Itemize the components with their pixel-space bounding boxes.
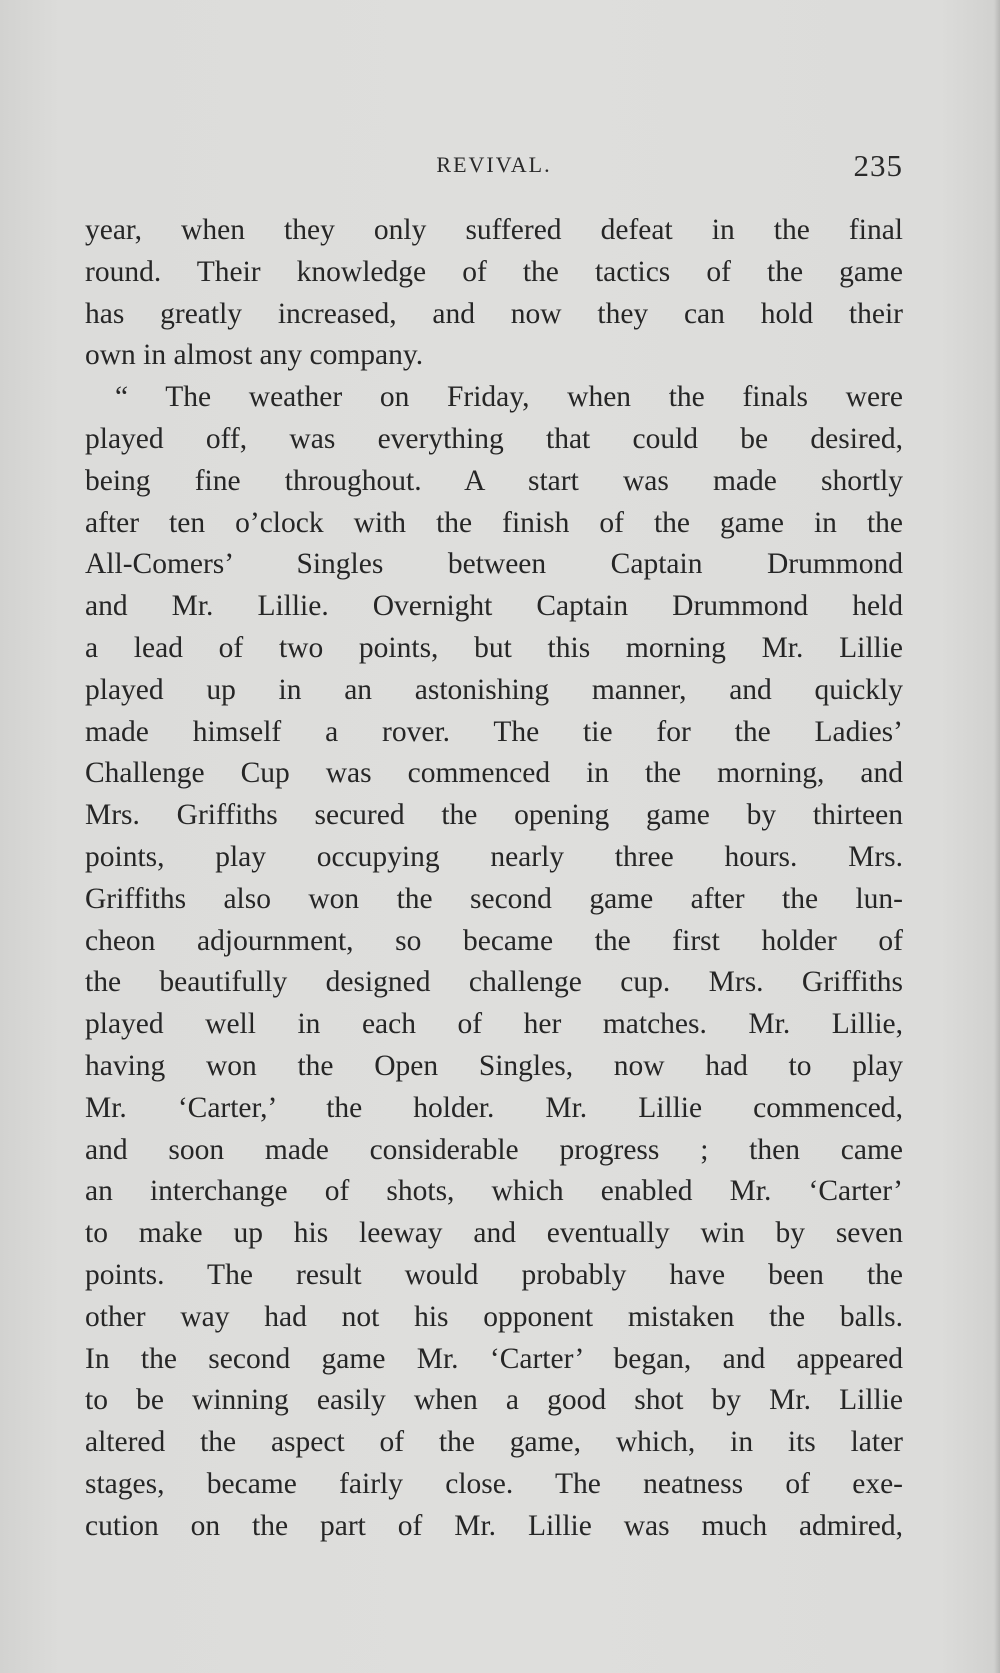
text-line: cheon adjournment, so became the first holder of <box>85 924 903 957</box>
text-line: after ten o’clock with the finish of the game in the <box>85 506 903 539</box>
text-line: altered the aspect of the game, which, in its later <box>85 1426 903 1459</box>
running-head <box>85 148 903 188</box>
text-line: All-Comers’ Singles between Captain Drummond <box>85 548 903 581</box>
text-line: year, when they only suffered defeat in the final <box>85 214 903 246</box>
page-edge-shadow <box>994 0 1000 1673</box>
text-line: being fine throughout. A start was made shortly <box>85 464 903 497</box>
text-line: played up in an astonishing manner, and quickly <box>85 673 903 706</box>
text-line: an interchange of shots, which enabled Mr. ‘Carter’ <box>85 1175 903 1208</box>
text-line: own in almost any company. <box>85 339 424 372</box>
text-line: made himself a rover. The tie for the Ladies’ <box>85 715 903 748</box>
text-line: other way had not his opponent mistaken the balls. <box>85 1300 903 1333</box>
text-line: Challenge Cup was commenced in the morning, and <box>85 757 903 790</box>
text-line: having won the Open Singles, now had to play <box>85 1049 903 1082</box>
text-line: stages, became fairly close. The neatness of exe- <box>85 1467 903 1500</box>
running-title: REVIVAL. <box>436 152 552 177</box>
text-line: cution on the part of Mr. Lillie was much admired, <box>85 1509 903 1542</box>
text-line: played off, was everything that could be desired, <box>85 422 903 455</box>
text-line: and soon made considerable progress ; then came <box>85 1133 903 1166</box>
text-line: the beautifully designed challenge cup. Mrs. Griffiths <box>85 966 903 999</box>
text-line: In the second game Mr. ‘Carter’ began, and appeared <box>85 1342 903 1375</box>
page-number: 235 <box>853 148 903 183</box>
text-line: points. The result would probably have been the <box>85 1258 903 1291</box>
text-line: “ The weather on Friday, when the finals were <box>115 381 903 414</box>
text-line: has greatly increased, and now they can hold their <box>85 297 903 330</box>
text-line: Griffiths also won the second game after the lun- <box>85 882 903 915</box>
text-line: Mr. ‘Carter,’ the holder. Mr. Lillie commenced, <box>85 1091 903 1124</box>
text-line: to make up his leeway and eventually win by seven <box>85 1217 903 1250</box>
text-line: a lead of two points, but this morning Mr. Lillie <box>85 631 903 664</box>
body-text <box>85 210 903 1548</box>
text-line: played well in each of her matches. Mr. Lillie, <box>85 1008 903 1041</box>
text-line: to be winning easily when a good shot by Mr. Lillie <box>85 1384 903 1417</box>
text-line: points, play occupying nearly three hours. Mrs. <box>85 840 903 873</box>
text-line: round. Their knowledge of the tactics of the game <box>85 255 903 288</box>
text-line: and Mr. Lillie. Overnight Captain Drummond held <box>85 590 903 623</box>
text-line: Mrs. Griffiths secured the opening game by thirteen <box>85 799 903 832</box>
